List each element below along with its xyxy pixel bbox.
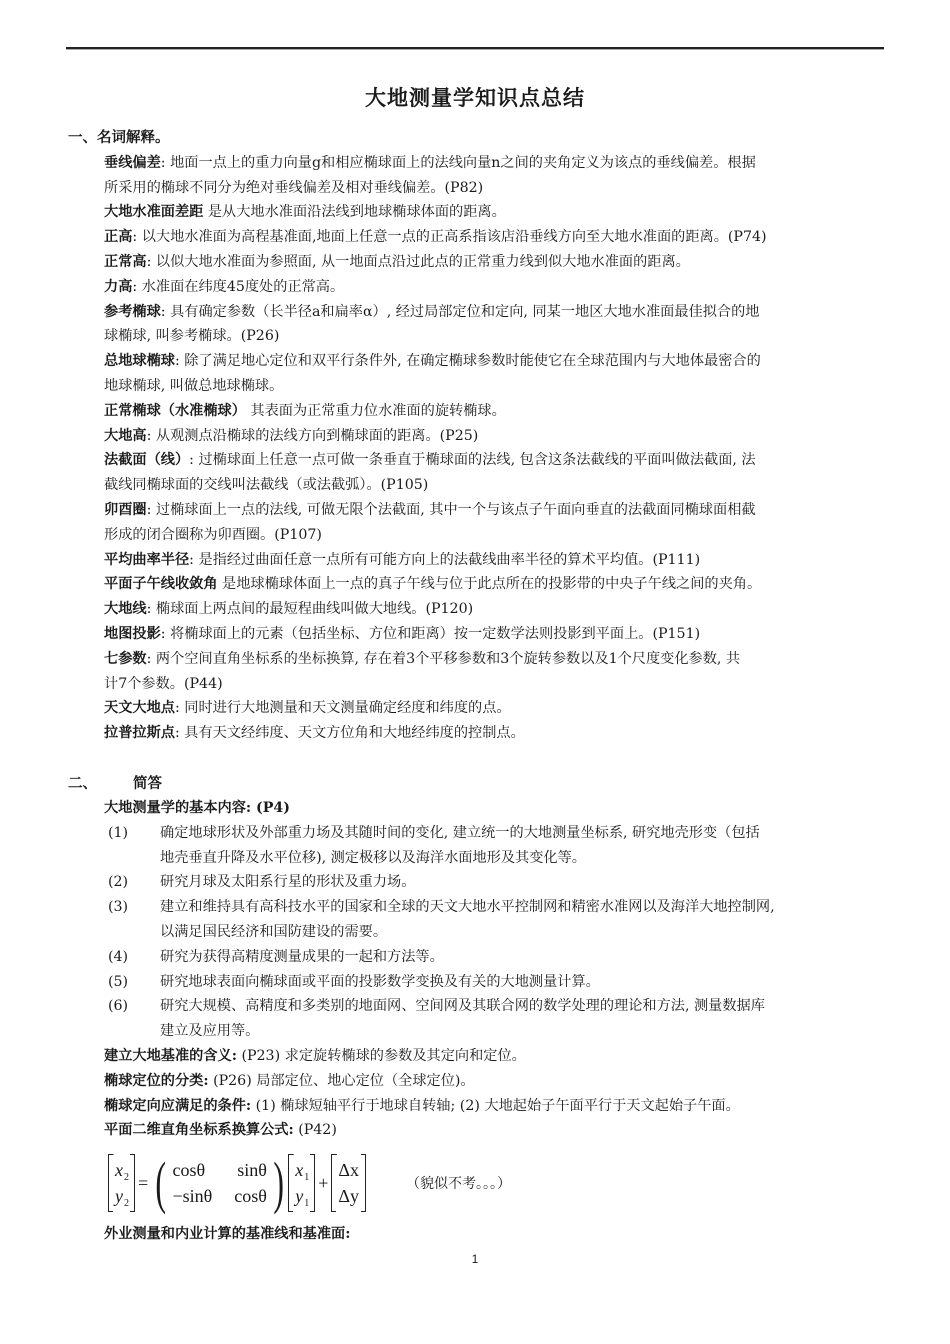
term-continuation bbox=[104, 376, 283, 396]
term-entry bbox=[104, 649, 740, 669]
term-definition: 是指经过曲面任意一点所有可能方向上的法截线曲率半径的算术平均值。(P111) bbox=[198, 551, 701, 568]
qa-entry bbox=[104, 1096, 740, 1116]
term-separator: : bbox=[160, 303, 171, 320]
term-entry bbox=[104, 351, 761, 371]
qa-label: 椭球定位的分类: bbox=[104, 1072, 209, 1089]
source-vector: x 1 y 1 bbox=[288, 1154, 315, 1212]
term-definition: 过椭球面上任意一点可做一条垂直于椭球面的法线, 包含这条法截线的平面叫做法截面, 法 bbox=[198, 452, 756, 469]
term-entry bbox=[104, 723, 525, 743]
term-label: 大地水准面差距 bbox=[104, 204, 204, 221]
qa-answer: (P42) bbox=[293, 1122, 337, 1139]
term-entry bbox=[104, 450, 756, 470]
qa-entry bbox=[104, 1046, 526, 1066]
term-definition: 球椭球, 叫参考椭球。(P26) bbox=[104, 328, 280, 345]
term-definition: 形成的闭合圈称为卯酉圈。(P107) bbox=[104, 526, 322, 543]
term-definition: 具有确定参数（长半径a和扁率α）, 经过局部定位和定向, 同某一地区大地水准面最佳拟合的地 bbox=[170, 303, 760, 320]
term-separator: : bbox=[132, 278, 142, 295]
section-heading-definitions bbox=[68, 128, 170, 148]
term-definition: 所采用的椭球不同分为绝对垂线偏差及相对垂线偏差。(P82) bbox=[104, 179, 484, 196]
term-separator: : bbox=[189, 452, 199, 469]
section-heading-short-answers bbox=[68, 774, 162, 794]
section-heading-text: 一、名词解释。 bbox=[68, 129, 170, 146]
term-label: 天文大地点 bbox=[104, 700, 175, 717]
item-text: 研究地球表面向椭球面或平面的投影数学变换及有关的大地测量计算。 bbox=[160, 973, 600, 990]
term-continuation bbox=[104, 525, 322, 545]
term-label: 卯酉圈 bbox=[104, 502, 147, 518]
term-definition: 地面一点上的重力向量g和相应椭球面上的法线向量n之间的夹角定义为该点的垂线偏差。根据 bbox=[170, 154, 756, 171]
list-item-text bbox=[160, 872, 415, 892]
formula-note: （貌似不考。。。） bbox=[405, 1176, 511, 1192]
list-item-text bbox=[160, 947, 444, 967]
term-continuation bbox=[104, 178, 483, 198]
lhs-vector: x 2 y 2 bbox=[108, 1154, 135, 1212]
item-number: (6) bbox=[108, 998, 129, 1015]
list-item-text bbox=[160, 922, 387, 942]
term-entry bbox=[104, 426, 478, 446]
list-item-number bbox=[108, 972, 128, 992]
term-definition: 计7个参数。(P44) bbox=[104, 675, 223, 692]
term-separator: : bbox=[160, 154, 171, 171]
term-label: 正常高 bbox=[104, 254, 147, 270]
term-continuation bbox=[104, 475, 428, 495]
term-label: 法截面（线） bbox=[104, 452, 190, 469]
term-label: 总地球椭球 bbox=[104, 353, 175, 370]
item-text: 研究大规模、高精度和多类别的地面网、空间网及其联合网的数学处理的理论和方法, 测量数据库 bbox=[160, 998, 765, 1015]
term-separator: : bbox=[132, 229, 142, 246]
section-heading-text: 简答 bbox=[133, 775, 162, 792]
list-item-number bbox=[108, 872, 128, 892]
basic-content-label bbox=[104, 798, 290, 818]
question-baselines bbox=[104, 1224, 350, 1244]
term-definition: 以似大地水准面为参照面, 从一地面点沿过此点的正常重力线到似大地水准面的距离。 bbox=[155, 254, 690, 270]
term-entry bbox=[104, 624, 700, 644]
term-entry bbox=[104, 227, 767, 247]
right-paren: ) bbox=[273, 1150, 284, 1215]
list-item-number bbox=[108, 823, 128, 843]
section-number: 二、 bbox=[68, 775, 97, 792]
term-label: 拉普拉斯点 bbox=[104, 725, 175, 742]
item-number: (5) bbox=[108, 973, 129, 990]
item-text: 研究为获得高精度测量成果的一起和方法等。 bbox=[160, 948, 444, 965]
term-entry bbox=[104, 599, 473, 619]
item-number: (1) bbox=[108, 824, 129, 841]
term-separator: : bbox=[146, 427, 156, 444]
term-separator: : bbox=[174, 353, 185, 370]
item-text: 地壳垂直升降及水平位移), 测定极移以及海洋水面地形及其变化等。 bbox=[160, 849, 586, 866]
item-text: 确定地球形状及外部重力场及其随时间的变化, 建立统一的大地测量坐标系, 研究地壳形变（包括 bbox=[160, 824, 760, 841]
term-definition: 同时进行大地测量和天文测量确定经度和纬度的点。 bbox=[184, 700, 511, 717]
term-entry bbox=[104, 550, 700, 570]
term-definition: 是地球椭球体面上一点的真子午线与位于此点所在的投影带的中央子午线之间的夹角。 bbox=[222, 576, 762, 593]
list-item-text bbox=[160, 897, 775, 917]
term-definition: 地球椭球, 叫做总地球椭球。 bbox=[104, 378, 284, 394]
question-label: 外业测量和内业计算的基准线和基准面: bbox=[104, 1226, 351, 1242]
term-definition: 椭球面上两点间的最短程曲线叫做大地线。(P120) bbox=[155, 601, 474, 618]
qa-entry bbox=[104, 1071, 475, 1091]
term-separator: : bbox=[189, 551, 199, 568]
qa-label: 椭球定向应满足的条件: bbox=[104, 1097, 252, 1114]
term-definition: 以大地水准面为高程基准面,地面上任意一点的正高系指该店沿垂线方向至大地水准面的距离。(P74) bbox=[141, 229, 767, 246]
term-entry bbox=[104, 302, 759, 322]
term-continuation bbox=[104, 674, 223, 694]
list-item-number bbox=[108, 897, 128, 917]
term-definition: 两个空间直角坐标系的坐标换算, 存在着3个平移参数和3个旋转参数以及1个尺度变化参数, 共 bbox=[155, 650, 741, 667]
qa-label: 平面二维直角坐标系换算公式: bbox=[104, 1122, 294, 1139]
term-entry bbox=[104, 202, 506, 222]
term-label: 大地线 bbox=[104, 601, 147, 618]
coordinate-transform-formula bbox=[108, 1152, 511, 1214]
term-label: 力高 bbox=[104, 278, 133, 295]
term-label: 正常椭球（水准椭球） bbox=[104, 402, 246, 419]
left-paren: ( bbox=[155, 1150, 167, 1215]
term-label: 平均曲率半径 bbox=[104, 551, 190, 568]
term-entry bbox=[104, 277, 344, 297]
term-label: 大地高 bbox=[104, 427, 147, 444]
term-definition: 将椭球面上的元素（包括坐标、方位和距离）按一定数学法则投影到平面上。(P151) bbox=[170, 626, 701, 642]
term-label: 垂线偏差 bbox=[104, 154, 161, 171]
item-text: 建立及应用等。 bbox=[160, 1023, 260, 1040]
term-entry bbox=[104, 500, 756, 520]
term-definition: 水准面在纬度45度处的正常高。 bbox=[141, 278, 345, 295]
translation-vector: Δx Δy bbox=[331, 1154, 366, 1212]
qa-answer: (P23) 求定旋转椭球的参数及其定向和定位。 bbox=[236, 1048, 526, 1064]
page-title: 大地测量学知识点总结 bbox=[365, 85, 585, 110]
list-item-number bbox=[108, 996, 128, 1016]
item-number: (3) bbox=[108, 899, 129, 916]
list-item-number bbox=[108, 947, 128, 967]
item-number: (2) bbox=[108, 874, 129, 891]
term-definition: 除了满足地心定位和双平行条件外, 在确定椭球参数时能使它在全球范围内与大地体最密合的 bbox=[184, 353, 761, 370]
term-label: 正高 bbox=[104, 229, 133, 246]
term-label: 平面子午线收敛角 bbox=[104, 576, 218, 593]
term-definition: 具有天文经纬度、天文方位角和大地经纬度的控制点。 bbox=[184, 725, 525, 742]
term-separator: : bbox=[160, 626, 171, 642]
item-number: (4) bbox=[108, 948, 129, 965]
term-definition: 其表面为正常重力位水准面的旋转椭球。 bbox=[250, 402, 506, 419]
list-item-text bbox=[160, 848, 586, 868]
header-rule bbox=[66, 47, 884, 50]
list-item-text bbox=[160, 1021, 259, 1041]
term-definition: 从观测点沿椭球的法线方向到椭球面的距离。(P25) bbox=[155, 427, 479, 444]
qa-label: 建立大地基准的含义: bbox=[104, 1048, 237, 1064]
term-definition: 是从大地水准面沿法线到地球椭球体面的距离。 bbox=[207, 204, 506, 221]
term-separator: : bbox=[146, 601, 156, 618]
term-entry bbox=[104, 401, 506, 421]
term-separator: : bbox=[146, 254, 156, 270]
item-text: 研究月球及太阳系行星的形状及重力场。 bbox=[160, 874, 416, 891]
list-item-text bbox=[160, 972, 600, 992]
qa-answer: (P26) 局部定位、地心定位（全球定位)。 bbox=[208, 1072, 475, 1089]
term-separator: : bbox=[174, 700, 185, 717]
term-definition: 过椭球面上一点的法线, 可做无限个法截面, 其中一个与该点子午面向垂直的法截面同椭球面相截 bbox=[155, 502, 756, 518]
term-entry bbox=[104, 153, 756, 173]
equals-sign: = bbox=[138, 1172, 149, 1193]
list-item-text bbox=[160, 996, 765, 1016]
list-item-text bbox=[160, 823, 760, 843]
term-label: 地图投影 bbox=[104, 626, 161, 642]
term-label: 七参数 bbox=[104, 650, 147, 667]
term-definition: 截线同椭球面的交线叫法截线（或法截弧）。(P105) bbox=[104, 477, 429, 494]
page-number: 1 bbox=[471, 1252, 479, 1266]
term-entry bbox=[104, 698, 511, 718]
qa-answer: (1) 椭球短轴平行于地球自转轴; (2) 大地起始子午面平行于天文起始子午面。 bbox=[251, 1097, 740, 1114]
item-text: 以满足国民经济和国防建设的需要。 bbox=[160, 924, 388, 940]
plus-sign: + bbox=[318, 1172, 329, 1193]
term-separator: : bbox=[146, 502, 156, 518]
rotation-matrix: cosθ sinθ −sinθ cosθ bbox=[172, 1160, 267, 1206]
question-label: 大地测量学的基本内容: (P4) bbox=[104, 800, 291, 816]
term-label: 参考椭球 bbox=[104, 303, 161, 320]
term-continuation bbox=[104, 326, 279, 346]
term-entry bbox=[104, 574, 761, 594]
term-separator: : bbox=[174, 725, 185, 742]
term-separator: : bbox=[146, 650, 156, 667]
qa-entry bbox=[104, 1120, 337, 1140]
item-text: 建立和维持具有高科技水平的国家和全球的天文大地水平控制网和精密水准网以及海洋大地控制网, bbox=[160, 899, 775, 916]
term-entry bbox=[104, 252, 690, 272]
